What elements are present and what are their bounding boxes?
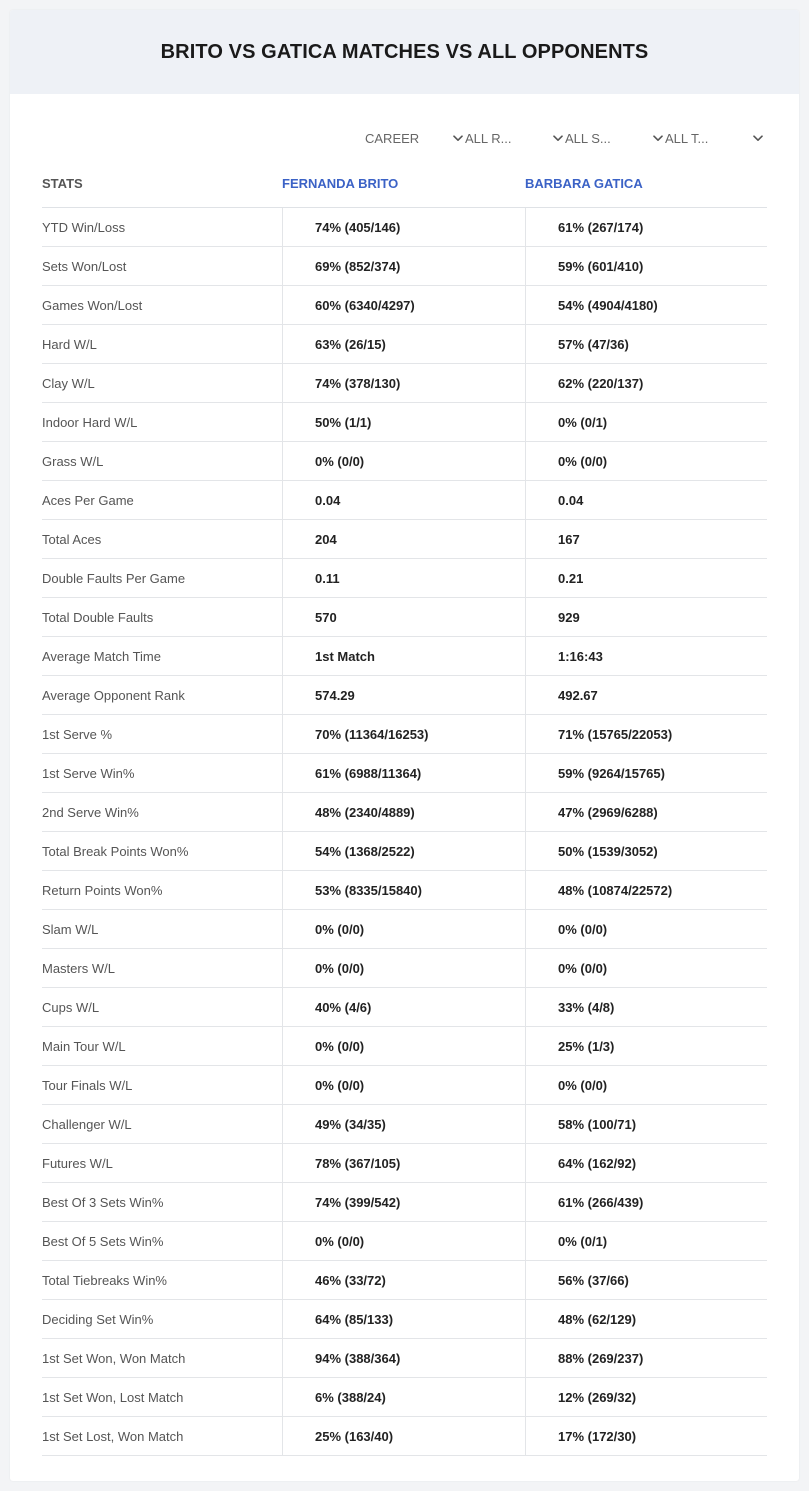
- player1-value: 69% (852/374): [282, 247, 525, 285]
- table-row: [42, 598, 767, 637]
- table-row: [42, 754, 767, 793]
- player1-value: 25% (163/40): [282, 1417, 525, 1455]
- player1-value: 54% (1368/2522): [282, 832, 525, 870]
- page-title: BRITO VS GATICA MATCHES VS ALL OPPONENTS: [160, 40, 649, 63]
- table-header: [42, 160, 767, 208]
- stat-label: 1st Serve %: [42, 726, 113, 742]
- player2-value: 0% (0/1): [525, 1222, 767, 1260]
- player1-name-link[interactable]: FERNANDA BRITO: [282, 176, 399, 191]
- chevron-down-icon: [551, 131, 565, 145]
- player1-value: 0% (0/0): [282, 949, 525, 987]
- stat-label: Main Tour W/L: [42, 1038, 126, 1054]
- table-row: [42, 949, 767, 988]
- table-row: [42, 403, 767, 442]
- table-row: [42, 286, 767, 325]
- stat-label: Return Points Won%: [42, 882, 163, 898]
- filter-label: ALL R...: [465, 130, 512, 146]
- table-row: [42, 1105, 767, 1144]
- stat-label: 1st Serve Win%: [42, 765, 135, 781]
- player2-value: 50% (1539/3052): [525, 832, 767, 870]
- player1-value: 0% (0/0): [282, 910, 525, 948]
- player1-value: 0% (0/0): [282, 1066, 525, 1104]
- player1-value: 70% (11364/16253): [282, 715, 525, 753]
- stat-label: Aces Per Game: [42, 492, 134, 508]
- stat-label: Total Tiebreaks Win%: [42, 1272, 167, 1288]
- player1-value: 74% (378/130): [282, 364, 525, 402]
- player2-value: 492.67: [525, 676, 767, 714]
- player1-value: 0% (0/0): [282, 442, 525, 480]
- player2-value: 33% (4/8): [525, 988, 767, 1026]
- player2-value: 0% (0/0): [525, 442, 767, 480]
- player2-value: 0.21: [525, 559, 767, 597]
- filter-tournament-select[interactable]: [665, 128, 765, 148]
- table-row: [42, 1222, 767, 1261]
- player1-value: 74% (405/146): [282, 208, 525, 246]
- stat-label: Masters W/L: [42, 960, 115, 976]
- player2-value: 61% (267/174): [525, 208, 767, 246]
- player2-value: 58% (100/71): [525, 1105, 767, 1143]
- player1-value: 94% (388/364): [282, 1339, 525, 1377]
- table-row: [42, 247, 767, 286]
- stat-label: Average Match Time: [42, 648, 161, 664]
- player2-value: 1:16:43: [525, 637, 767, 675]
- player1-value: 50% (1/1): [282, 403, 525, 441]
- table-row: [42, 325, 767, 364]
- chevron-down-icon: [651, 131, 665, 145]
- player2-value: 71% (15765/22053): [525, 715, 767, 753]
- player1-value: 204: [282, 520, 525, 558]
- player2-value: 47% (2969/6288): [525, 793, 767, 831]
- stat-label: Average Opponent Rank: [42, 687, 185, 703]
- table-body: [42, 208, 767, 1456]
- table-row: [42, 1378, 767, 1417]
- stat-label: Sets Won/Lost: [42, 258, 127, 274]
- player1-value: 1st Match: [282, 637, 525, 675]
- stat-label: YTD Win/Loss: [42, 219, 126, 235]
- filter-career-select[interactable]: [365, 128, 465, 148]
- table-row: [42, 1339, 767, 1378]
- player2-value: 17% (172/30): [525, 1417, 767, 1455]
- table-row: [42, 364, 767, 403]
- player2-value: 12% (269/32): [525, 1378, 767, 1416]
- player2-name-link[interactable]: BARBARA GATICA: [525, 176, 643, 191]
- player2-value: 0% (0/0): [525, 910, 767, 948]
- player1-value: 0% (0/0): [282, 1222, 525, 1260]
- player1-value: 78% (367/105): [282, 1144, 525, 1182]
- player1-value: 64% (85/133): [282, 1300, 525, 1338]
- table-row: [42, 1300, 767, 1339]
- player2-value: 48% (62/129): [525, 1300, 767, 1338]
- stats-card: [10, 10, 799, 1481]
- stats-table: [42, 160, 767, 1456]
- player1-value: 0% (0/0): [282, 1027, 525, 1065]
- table-row: [42, 1183, 767, 1222]
- player2-value: 59% (9264/15765): [525, 754, 767, 792]
- stat-label: 1st Set Won, Lost Match: [42, 1389, 184, 1405]
- player2-value: 61% (266/439): [525, 1183, 767, 1221]
- stat-label: 1st Set Lost, Won Match: [42, 1428, 184, 1444]
- table-row: [42, 715, 767, 754]
- stat-label: Slam W/L: [42, 921, 99, 937]
- player2-value: 54% (4904/4180): [525, 286, 767, 324]
- player1-value: 63% (26/15): [282, 325, 525, 363]
- stat-label: Games Won/Lost: [42, 297, 143, 313]
- chevron-down-icon: [451, 131, 465, 145]
- stat-label: Deciding Set Win%: [42, 1311, 154, 1327]
- player1-value: 74% (399/542): [282, 1183, 525, 1221]
- player1-value: 61% (6988/11364): [282, 754, 525, 792]
- player2-value: 929: [525, 598, 767, 636]
- stat-label: Indoor Hard W/L: [42, 414, 138, 430]
- stat-label: 2nd Serve Win%: [42, 804, 139, 820]
- table-row: [42, 1066, 767, 1105]
- table-row: [42, 676, 767, 715]
- stat-label: 1st Set Won, Won Match: [42, 1350, 186, 1366]
- stat-label: Best Of 5 Sets Win%: [42, 1233, 164, 1249]
- player2-value: 0.04: [525, 481, 767, 519]
- player2-value: 59% (601/410): [525, 247, 767, 285]
- filter-rounds-select[interactable]: [465, 128, 565, 148]
- filter-label: ALL T...: [665, 130, 709, 146]
- player1-value: 53% (8335/15840): [282, 871, 525, 909]
- player1-value: 49% (34/35): [282, 1105, 525, 1143]
- stat-label: Challenger W/L: [42, 1116, 132, 1132]
- player2-value: 0% (0/0): [525, 949, 767, 987]
- player1-value: 46% (33/72): [282, 1261, 525, 1299]
- table-row: [42, 988, 767, 1027]
- player2-value: 56% (37/66): [525, 1261, 767, 1299]
- filter-label: CAREER: [365, 130, 420, 146]
- player1-value: 574.29: [282, 676, 525, 714]
- stat-label: Total Aces: [42, 531, 102, 547]
- chevron-down-icon: [751, 131, 765, 145]
- card-header: [10, 10, 799, 94]
- stats-column-header: STATS: [42, 176, 83, 191]
- stat-label: Futures W/L: [42, 1155, 113, 1171]
- filter-bar: [365, 128, 765, 148]
- player2-value: 0% (0/0): [525, 1066, 767, 1104]
- player2-value: 88% (269/237): [525, 1339, 767, 1377]
- player2-value: 0% (0/1): [525, 403, 767, 441]
- table-row: [42, 871, 767, 910]
- table-row: [42, 832, 767, 871]
- table-row: [42, 637, 767, 676]
- player1-value: 570: [282, 598, 525, 636]
- table-row: [42, 1144, 767, 1183]
- player1-value: 40% (4/6): [282, 988, 525, 1026]
- table-row: [42, 208, 767, 247]
- filter-label: ALL S...: [565, 130, 611, 146]
- player2-value: 57% (47/36): [525, 325, 767, 363]
- player2-value: 64% (162/92): [525, 1144, 767, 1182]
- table-row: [42, 1261, 767, 1300]
- player2-value: 167: [525, 520, 767, 558]
- table-row: [42, 1027, 767, 1066]
- player2-value: 25% (1/3): [525, 1027, 767, 1065]
- player2-value: 48% (10874/22572): [525, 871, 767, 909]
- stat-label: Cups W/L: [42, 999, 100, 1015]
- player1-value: 48% (2340/4889): [282, 793, 525, 831]
- player1-value: 60% (6340/4297): [282, 286, 525, 324]
- table-row: [42, 1417, 767, 1456]
- stat-label: Tour Finals W/L: [42, 1077, 133, 1093]
- stat-label: Best Of 3 Sets Win%: [42, 1194, 164, 1210]
- table-row: [42, 559, 767, 598]
- table-row: [42, 442, 767, 481]
- stat-label: Grass W/L: [42, 453, 104, 469]
- stat-label: Total Double Faults: [42, 609, 154, 625]
- player1-value: 6% (388/24): [282, 1378, 525, 1416]
- stat-label: Total Break Points Won%: [42, 843, 189, 859]
- player2-value: 62% (220/137): [525, 364, 767, 402]
- stat-label: Clay W/L: [42, 375, 95, 391]
- player1-value: 0.11: [282, 559, 525, 597]
- stat-label: Double Faults Per Game: [42, 570, 186, 586]
- filter-surface-select[interactable]: [565, 128, 665, 148]
- table-row: [42, 793, 767, 832]
- player1-value: 0.04: [282, 481, 525, 519]
- table-row: [42, 481, 767, 520]
- stat-label: Hard W/L: [42, 336, 97, 352]
- table-row: [42, 910, 767, 949]
- table-row: [42, 520, 767, 559]
